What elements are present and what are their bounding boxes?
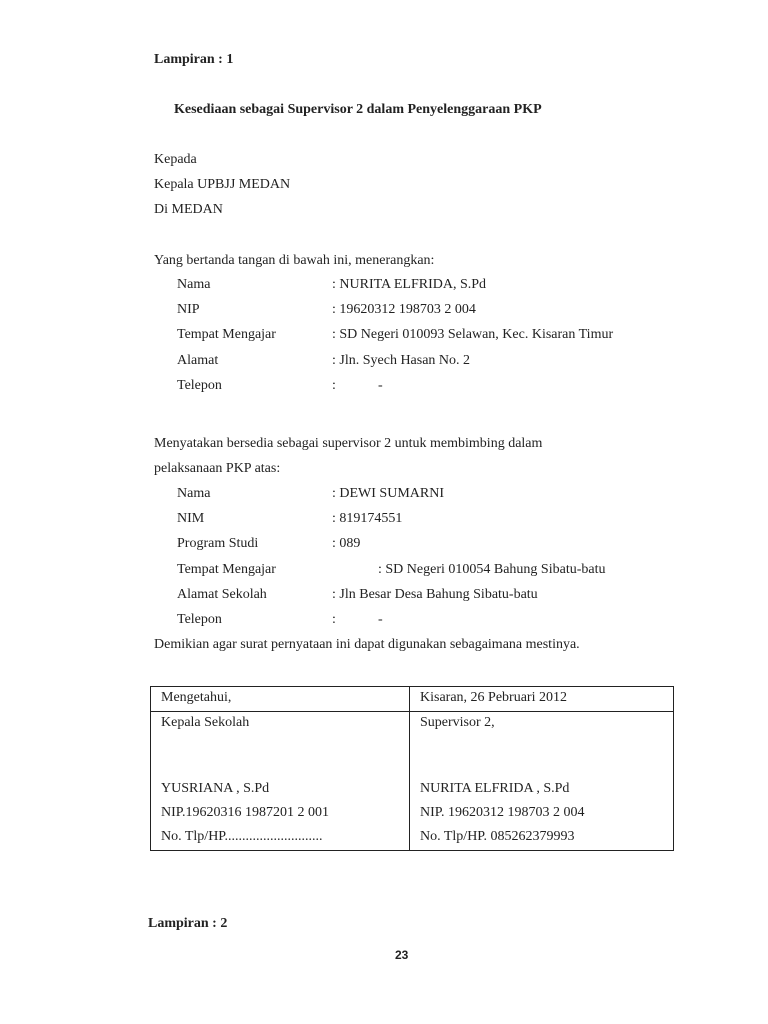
signature-header-row	[151, 687, 674, 712]
acknowledged-label: Mengetahui,	[161, 690, 232, 705]
field-value: :	[332, 612, 336, 627]
address-line-2: Kepala UPBJJ MEDAN	[154, 177, 291, 192]
principal-phone: No. Tlp/HP............................	[161, 829, 323, 844]
supervisor-role: Supervisor 2,	[420, 715, 495, 730]
field-label: Telepon	[177, 378, 222, 393]
place-date: Kisaran, 26 Pebruari 2012	[420, 690, 567, 705]
field-value: : Jln. Syech Hasan No. 2	[332, 353, 471, 368]
signature-right-cell	[410, 712, 674, 851]
field-label: Nama	[177, 277, 211, 292]
field-value: : DEWI SUMARNI	[332, 486, 444, 501]
signature-body-row	[151, 712, 674, 851]
lampiran-2-heading: Lampiran : 2	[148, 916, 228, 931]
field-label: Nama	[177, 486, 211, 501]
statement-line-1: Menyatakan bersedia sebagai supervisor 2 untuk membimbing dalam	[154, 436, 543, 451]
field-value: : SD Negeri 010093 Selawan, Kec. Kisaran Timur	[332, 327, 614, 342]
field-value: :	[332, 378, 336, 393]
address-line-3: Di MEDAN	[154, 202, 223, 217]
principal-role: Kepala Sekolah	[161, 715, 250, 730]
field-value: : Jln Besar Desa Bahung Sibatu-batu	[332, 587, 538, 602]
lampiran-1-heading: Lampiran : 1	[154, 52, 234, 67]
signature-table	[150, 686, 674, 851]
student-row-name	[0, 486, 768, 506]
closing-text: Demikian agar surat pernyataan ini dapat digunakan sebagaimana mestinya.	[154, 637, 580, 652]
field-label: NIP	[177, 302, 200, 317]
signature-left-header-cell	[151, 687, 410, 712]
supervisor-row-address	[0, 353, 768, 373]
field-label: Alamat Sekolah	[177, 587, 267, 602]
field-value: : 19620312 198703 2 004	[332, 302, 476, 317]
signature-right-header-cell	[410, 687, 674, 712]
field-label: NIM	[177, 511, 205, 526]
supervisor-row-nip	[0, 302, 768, 322]
intro-text: Yang bertanda tangan di bawah ini, menerangkan:	[154, 253, 435, 268]
field-value: : SD Negeri 010054 Bahung Sibatu-batu	[378, 562, 606, 577]
supervisor-name: NURITA ELFRIDA , S.Pd	[420, 781, 570, 796]
field-value: : NURITA ELFRIDA, S.Pd	[332, 277, 487, 292]
student-row-school	[0, 562, 768, 582]
address-line-1: Kepada	[154, 152, 197, 167]
field-value-dash: -	[378, 612, 383, 627]
field-label: Tempat Mengajar	[177, 327, 276, 342]
field-label: Alamat	[177, 353, 219, 368]
supervisor-row-name	[0, 277, 768, 297]
student-row-address	[0, 587, 768, 607]
student-row-program	[0, 536, 768, 556]
document-title: Kesediaan sebagai Supervisor 2 dalam Penyelenggaraan PKP	[174, 102, 542, 117]
supervisor-phone: No. Tlp/HP. 085262379993	[420, 829, 575, 844]
signature-left-cell	[151, 712, 410, 851]
supervisor-row-school	[0, 327, 768, 347]
statement-line-2: pelaksanaan PKP atas:	[154, 461, 281, 476]
student-row-phone	[0, 612, 768, 632]
field-value-dash: -	[378, 378, 383, 393]
field-label: Telepon	[177, 612, 222, 627]
student-row-nim	[0, 511, 768, 531]
page-number: 23	[395, 948, 409, 962]
supervisor-nip: NIP. 19620312 198703 2 004	[420, 805, 585, 820]
principal-name: YUSRIANA , S.Pd	[161, 781, 270, 796]
principal-nip: NIP.19620316 1987201 2 001	[161, 805, 330, 820]
field-label: Program Studi	[177, 536, 259, 551]
field-label: Tempat Mengajar	[177, 562, 276, 577]
supervisor-row-phone	[0, 378, 768, 398]
field-value: : 089	[332, 536, 361, 551]
field-value: : 819174551	[332, 511, 403, 526]
